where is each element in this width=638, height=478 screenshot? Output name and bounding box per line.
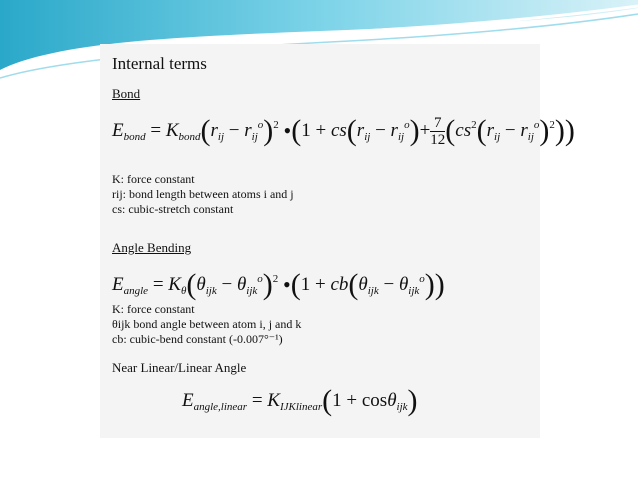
linear-heading: Near Linear/Linear Angle bbox=[112, 360, 247, 375]
def-k: K: force constant bbox=[112, 172, 195, 186]
angle-equation: $E_{angle} = K_\theta(\theta_{ijk} - \theta_{ijk}^o)^2$ •(1 + $cb(\theta_{ijk} - \theta_{ijk}^o)$) bbox=[112, 268, 445, 301]
def-theta: θijk bond angle between atom i, j and k bbox=[112, 317, 302, 331]
def-k2: K: force constant bbox=[112, 302, 195, 316]
def-cs: cs: cubic-stretch constant bbox=[112, 202, 234, 216]
def-cb: cb: cubic-bend constant (-0.007°⁻¹) bbox=[112, 332, 283, 346]
bond-equation: $E_{bond} = K_{bond}(r_{ij} - r_{ij}^o)^2$ •(1 + $cs(r_{ij} - r_{ij}^o)+$ $\frac{7}{12}$ $(cs^2(r_{ij} - r_{ij}^o)^2)$) bbox=[112, 114, 575, 149]
bond-definitions bbox=[112, 172, 294, 217]
angle-heading: Angle Bending bbox=[112, 240, 192, 255]
angle-definitions bbox=[112, 302, 301, 347]
linear-equation: $E_{angle,linear} = K_{IJKlinear}(1 + \cos\theta_{ijk})$ bbox=[182, 384, 418, 417]
formula-image-panel bbox=[100, 44, 575, 438]
def-rij: rij: bond length between atoms i and j bbox=[112, 187, 294, 201]
page-title: Internal terms bbox=[112, 54, 207, 73]
bond-heading: Bond bbox=[112, 86, 141, 101]
